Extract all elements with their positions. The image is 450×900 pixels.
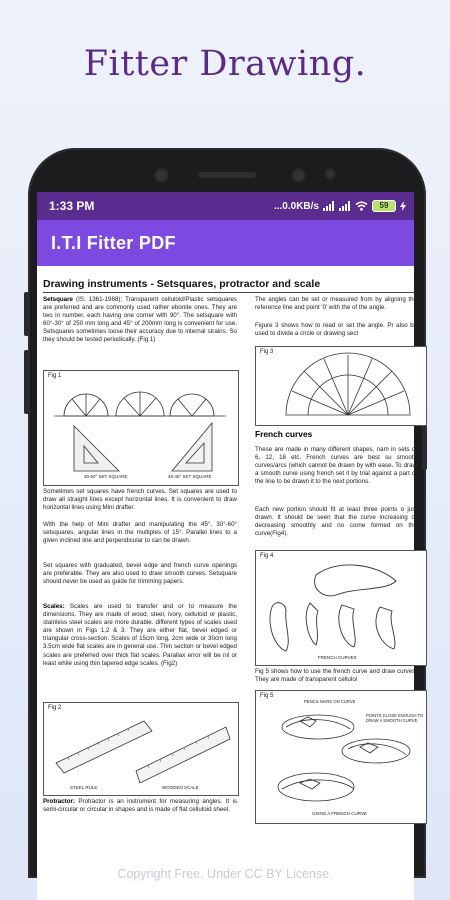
figure-2-caption-b: WOODEN SCALE [162,785,199,790]
using-french-curve-illustration [256,691,424,821]
figure-1-label: Fig 1 [48,373,62,379]
figure-2 [43,702,239,796]
french-curves-illustration [256,551,424,663]
figure-3-label: Fig 3 [260,349,274,355]
figure-5-caption-a: PENCIL MARK ON CURVE [304,699,356,704]
scales-text: Scales are used to transfer and or to measure the dimensions. They are made of wood, steel, ivory, celluloid or plastic, stainless steel scales are more durable. different types of scales used are shown in Figs 1,2 & 3. They are either flat, bevel edged or triangular cross-section. Scales of 15cm long, 2cm wide or 30cm long 3.5cm wide flat scales are in general use. Thin section or bevel edged scales are preferred over thick flat scales. Parallax error will be nil or least while using thin tapered edge scales. (Fig2) [43,603,237,667]
battery-icon: 59 [372,200,396,212]
scales-lead: Scales: [43,603,65,610]
left-col-p4: Set squares with graduated, bevel edge and french curve openings are preferable. They are also used to draw smooth curves. Setsquare should never be used as guide for trimming papers. [43,562,237,586]
protractor-text: Protractor is an instrument for measuring angles. It is semi-circular or circular in shapes and is made of flat celluloid sheet. [43,798,237,814]
document-heading: Drawing instruments - Setsquares, protractor and scale [43,278,415,293]
protractor-illustration [256,347,424,423]
left-col-p2: Sometimes set squares have french curves. Set squares are used to draw all straight lines except horizontal lines. It is convenient to draw horizontal lines using Mini drafter. [43,488,237,512]
signal-icon [323,201,335,211]
figure-4-caption: FRENCH CURVES [318,655,357,660]
figure-5-caption-c: USING A FRENCH CURVE [312,811,367,816]
status-time: 1:33 PM [49,199,95,213]
status-icons [274,200,406,212]
figure-3 [255,346,427,426]
earpiece-speaker [198,172,256,178]
figure-5 [255,690,427,824]
left-col-p3: With the help of Mini drafter and manipulating the 45°, 30°-60° setsquares, angular lines in the multiples of 15°. Parallel lines to a given inclined line and perpendicular to can be drawn. [43,521,237,545]
figure-1-caption-b: 45-45° SET SQUARE [168,474,212,479]
left-col-p1 [43,296,237,345]
right-col-sub1 [255,430,417,440]
setsquare-lead: Setsquare [43,296,73,303]
figure-2-label: Fig 2 [48,705,62,711]
figure-1-caption-a: 30-60° SET SQUARE [84,474,128,479]
wifi-icon [355,201,368,211]
left-col-p5 [43,603,237,668]
volume-button [24,292,29,336]
network-speed: ...0.0KB/s [273,200,319,212]
footer-license: Copyright Free. Under CC BY License. [117,867,333,881]
left-col-p6 [43,798,237,814]
app-title: I.T.I Fitter PDF [51,232,176,253]
proximity-sensor-icon [326,170,334,178]
figure-5-label: Fig 5 [260,693,274,699]
right-col-p4: Each new portion should fit at least three points o just drawn. It should be seen that the curve increasing or decreasing smoothly and no corne formed on the curve(Fig4). [255,506,417,538]
power-button [24,350,29,414]
figure-4-label: Fig 4 [260,553,274,559]
right-col-p2: Figure 3 shows how to read or set the angle. Pr also be used to divide a circle or drawing sect [255,322,417,338]
front-camera-icon [156,170,167,181]
figure-5-caption-b: POINTS CLOSE ENOUGH TO DRAW A SMOOTH CURVE [366,713,424,723]
figure-2-caption-a: STEEL RULE [70,785,98,790]
figure-4 [255,550,427,666]
right-col-p5: Fig 5 shows how to use the french curve and draw curves. They are made of transparent celluloi [255,668,417,684]
phone-screen [37,192,424,900]
french-curves-heading: French curves [255,429,313,439]
signal-icon-2 [339,201,351,211]
setsquare-text: (IS: 1361-1988): Transparent celluloid/Plastic setsquares are preferred and are commonly used rather ebonite ones. They are two in number, each having one corner with 90°. The setsquare with 60°-30° of 250 mm long and 45° of 200mm long is convenient for use. Setsquares sometimes loose their accuracy due to internal strains. So they should be tested periodically. (Fig 1) [43,296,237,344]
app-bar [37,220,414,266]
status-bar [37,192,414,220]
charging-bolt-icon [400,201,406,211]
scale-illustration [44,703,236,793]
setsquare-illustration [44,371,236,483]
right-col-p1: The angles can be set or measured from by aligning the reference line and point '0' with the of the angle. [255,296,417,312]
protractor-lead: Protractor: [43,798,75,805]
right-col-p3: These are made in many different shapes, nam in sets of 6, 12, 18 etc. French curves are best su smooth curves/arcs (which cannot be drawn by with ease. To draw a smooth curve using french set it by trial against a part of the line to be drawn it to the next portions. [255,446,417,486]
figure-1 [43,370,239,486]
pdf-page[interactable] [37,270,424,830]
sensor-icon [293,170,304,181]
promo-title: Fitter Drawing. [83,44,367,84]
